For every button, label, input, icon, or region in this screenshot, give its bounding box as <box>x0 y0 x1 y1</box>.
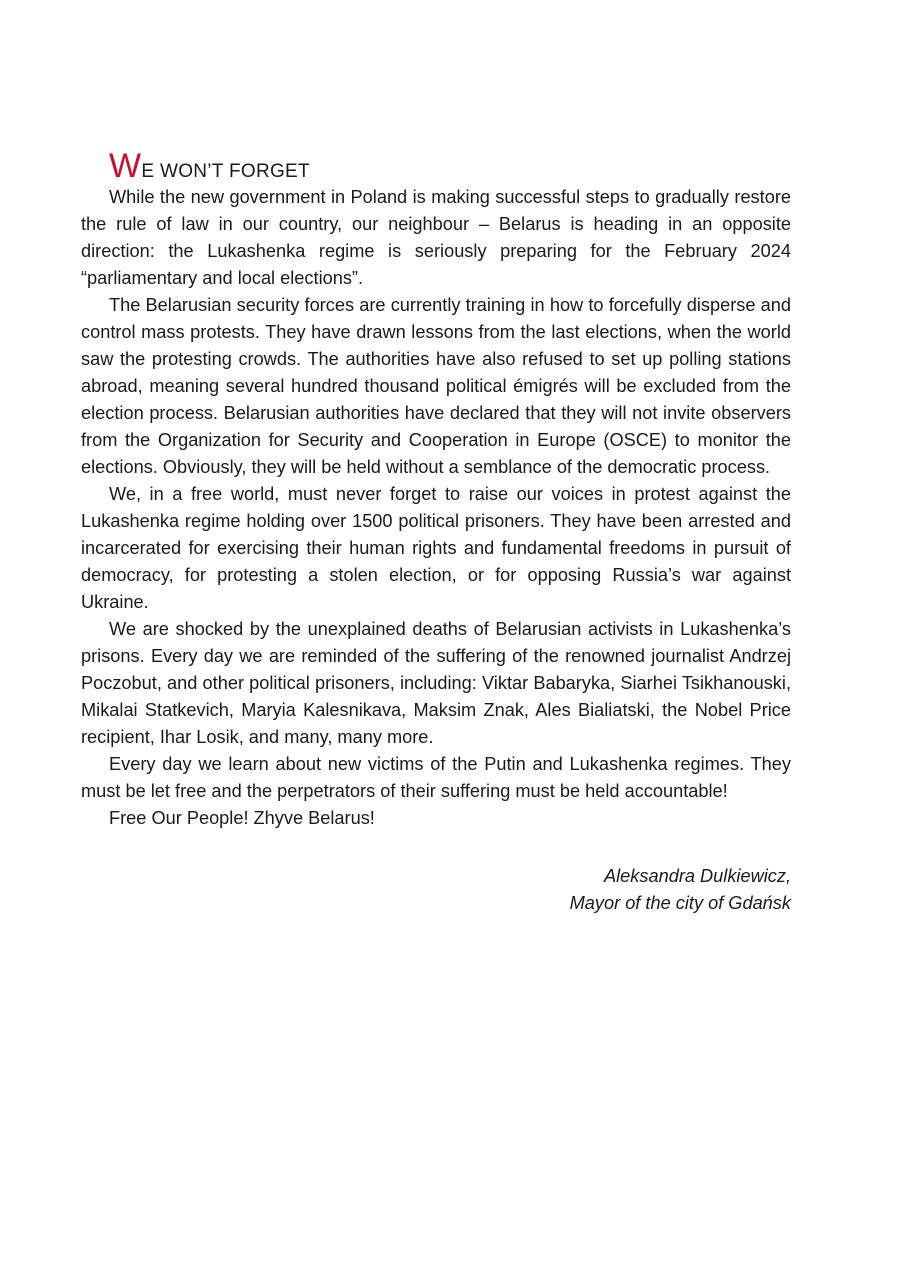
signature-title: Mayor of the city of Gdańsk <box>569 893 791 913</box>
title-initial: W <box>109 147 142 185</box>
signature-name: Aleksandra Dulkiewicz, <box>604 866 791 886</box>
article-body <box>81 148 791 917</box>
title-rest: E WON’T FORGET <box>141 161 310 182</box>
paragraph: We, in a free world, must never forget to raise our voices in protest against the Lukashenka regime holding over 1500 political prisoners. They have been arrested and incarcerated for exercising their human rights and fundamental freedoms in pursuit of democracy, for protesting a stolen election, or for opposing Russia’s war against Ukraine. <box>81 484 791 612</box>
signature-block <box>81 863 791 917</box>
paragraph: Free Our People! Zhyve Belarus! <box>109 808 375 828</box>
paragraph: The Belarusian security forces are currently training in how to forcefully disperse and control mass protests. They have drawn lessons from the last elections, when the world saw the protesting crowds. The authorities have also refused to set up polling stations abroad, meaning several hundred thousand political émigrés will be excluded from the election process. Belarusian authorities have declared that they will not invite observers from the Organization for Security and Cooperation in Europe (OSCE) to monitor the elections. Obviously, they will be held without a semblance of the democratic process. <box>81 295 791 477</box>
paragraph: While the new government in Poland is making successful steps to gradually restore the rule of law in our country, our neighbour – Belarus is heading in an opposite direction: the Lukashenka regime is seriously preparing for the February 2024 “parliamentary and local elections”. <box>81 187 791 288</box>
paragraph: We are shocked by the unexplained deaths of Belarusian activists in Lukashenka’s prisons. Every day we are reminded of the suffering of the renowned journalist Andrzej Poczobut, and other political prisoners, including: Viktar Babaryka, Siarhei Tsikhanouski, Mikalai Statkevich, Maryia Kalesnikava, Maksim Znak, Ales Bialiatski, the Nobel Price recipient, Ihar Losik, and many, many more. <box>81 619 791 747</box>
article-title <box>109 148 791 184</box>
paragraph: Every day we learn about new victims of the Putin and Lukashenka regimes. They must be let free and the perpetrators of their suffering must be held accountable! <box>81 754 791 801</box>
